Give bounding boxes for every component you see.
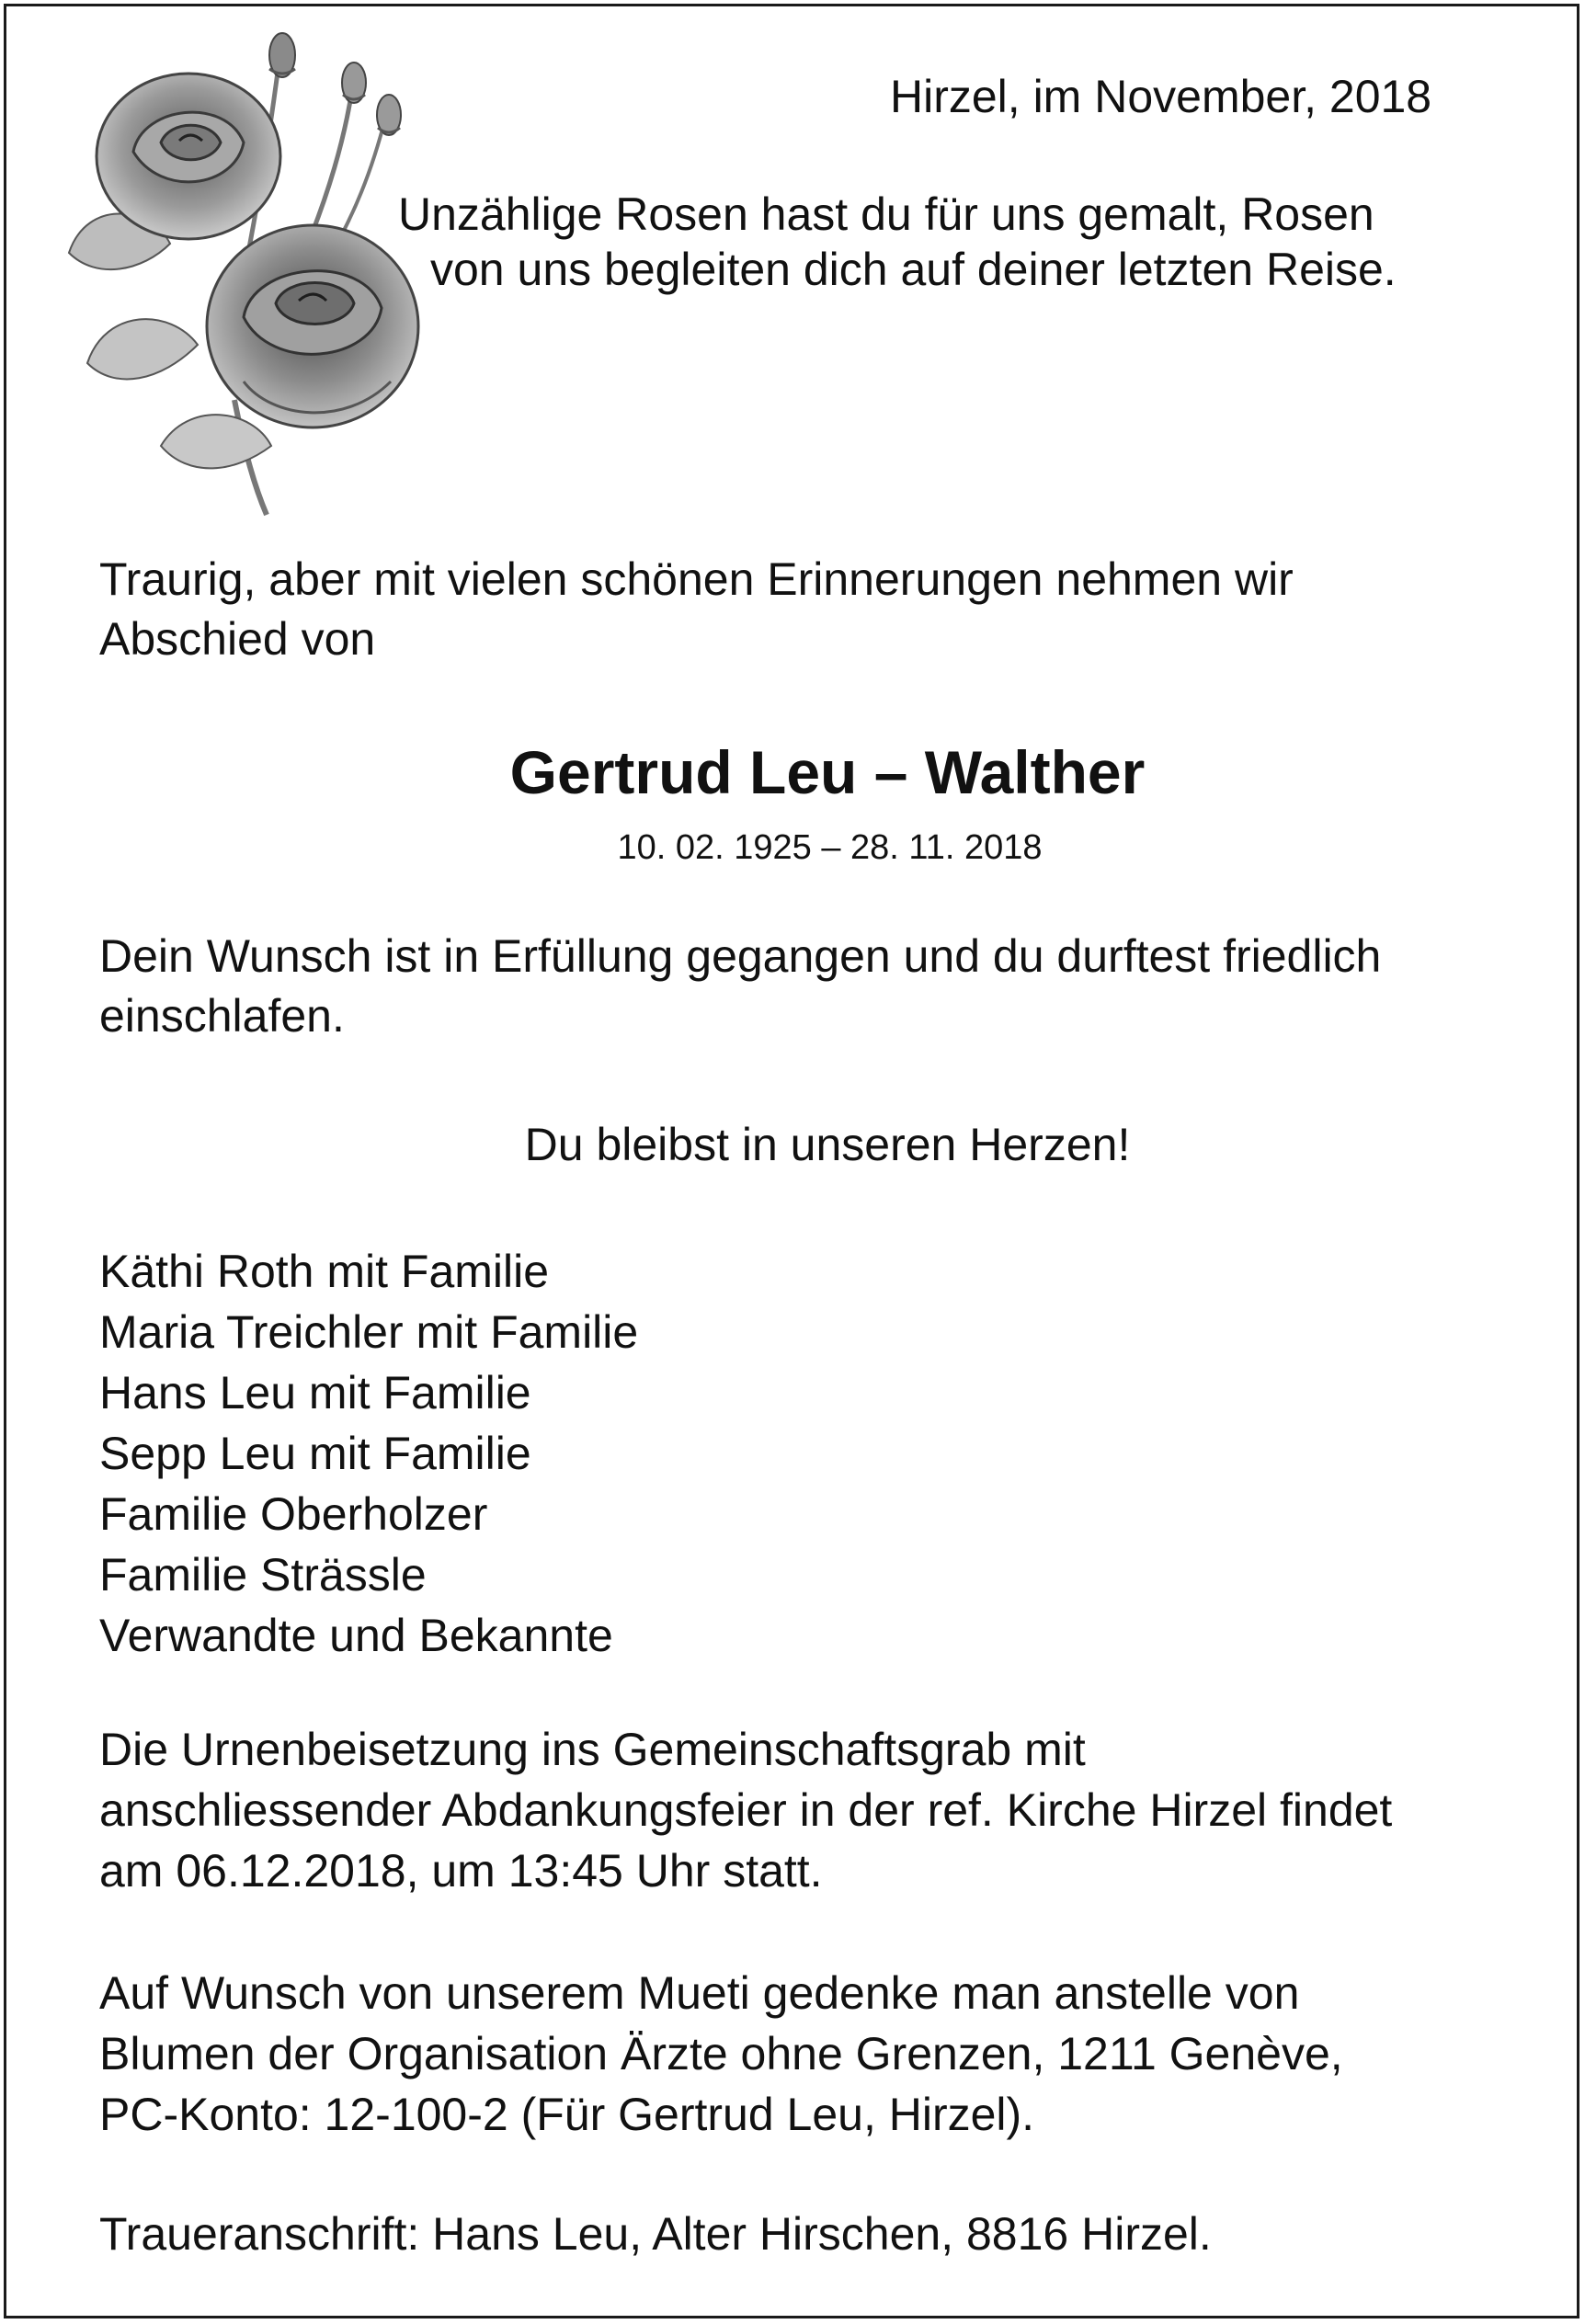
verse-line-1: Unzählige Rosen hast du für uns gemalt, Rosen	[398, 188, 1374, 240]
donation-line-2: Blumen der Organisation Ärzte ohne Grenzen, 1211 Genève,	[99, 2028, 1343, 2079]
ceremony-line-2: anschliessender Abdankungsfeier in der ref. Kirche Hirzel findet	[99, 1784, 1393, 1836]
mourner-item: Hans Leu mit Familie	[99, 1367, 531, 1418]
mourner-item: Käthi Roth mit Familie	[99, 1246, 550, 1297]
deceased-dates: 10. 02. 1925 – 28. 11. 2018	[617, 828, 1043, 867]
wish-text	[99, 930, 1382, 1042]
ceremony-line-3: am 06.12.2018, um 13:45 Uhr statt.	[99, 1845, 823, 1897]
donation-line-3: PC-Konto: 12-100-2 (Für Gertrud Leu, Hirzel).	[99, 2089, 1035, 2140]
deceased-name: Gertrud Leu – Walther	[509, 738, 1146, 806]
intro-line-2: Abschied von	[99, 613, 376, 665]
mourner-item: Sepp Leu mit Familie	[99, 1428, 531, 1479]
donation-line-1: Auf Wunsch von unserem Mueti gedenke man anstelle von	[99, 1967, 1300, 2019]
mourning-address: Traueranschrift: Hans Leu, Alter Hirschen, 8816 Hirzel.	[99, 2208, 1212, 2260]
mourner-item: Familie Strässle	[99, 1549, 427, 1601]
intro-text	[99, 553, 1294, 665]
closing-line: Du bleibst in unseren Herzen!	[524, 1119, 1131, 1170]
verse	[395, 188, 1499, 295]
mourners-list	[99, 1241, 638, 1666]
mourner-item: Verwandte und Bekannte	[99, 1610, 613, 1661]
mourner-item: Maria Treichler mit Familie	[99, 1306, 639, 1358]
ceremony-line-1: Die Urnenbeisetzung ins Gemeinschaftsgrab mit	[99, 1724, 1086, 1775]
donation-text	[99, 1963, 1343, 2145]
intro-line-1: Traurig, aber mit vielen schönen Erinnerungen nehmen wir	[99, 553, 1294, 605]
rose-illustration	[51, 14, 428, 524]
mourner-item: Familie Oberholzer	[99, 1488, 488, 1540]
ceremony-text	[99, 1719, 1392, 1901]
wish-line-1: Dein Wunsch ist in Erfüllung gegangen und du durftest friedlich	[99, 930, 1382, 982]
wish-line-2: einschlafen.	[99, 990, 345, 1042]
place-date: Hirzel, im November, 2018	[890, 71, 1432, 122]
verse-line-2: von uns begleiten dich auf deiner letzten Reise.	[430, 244, 1397, 295]
